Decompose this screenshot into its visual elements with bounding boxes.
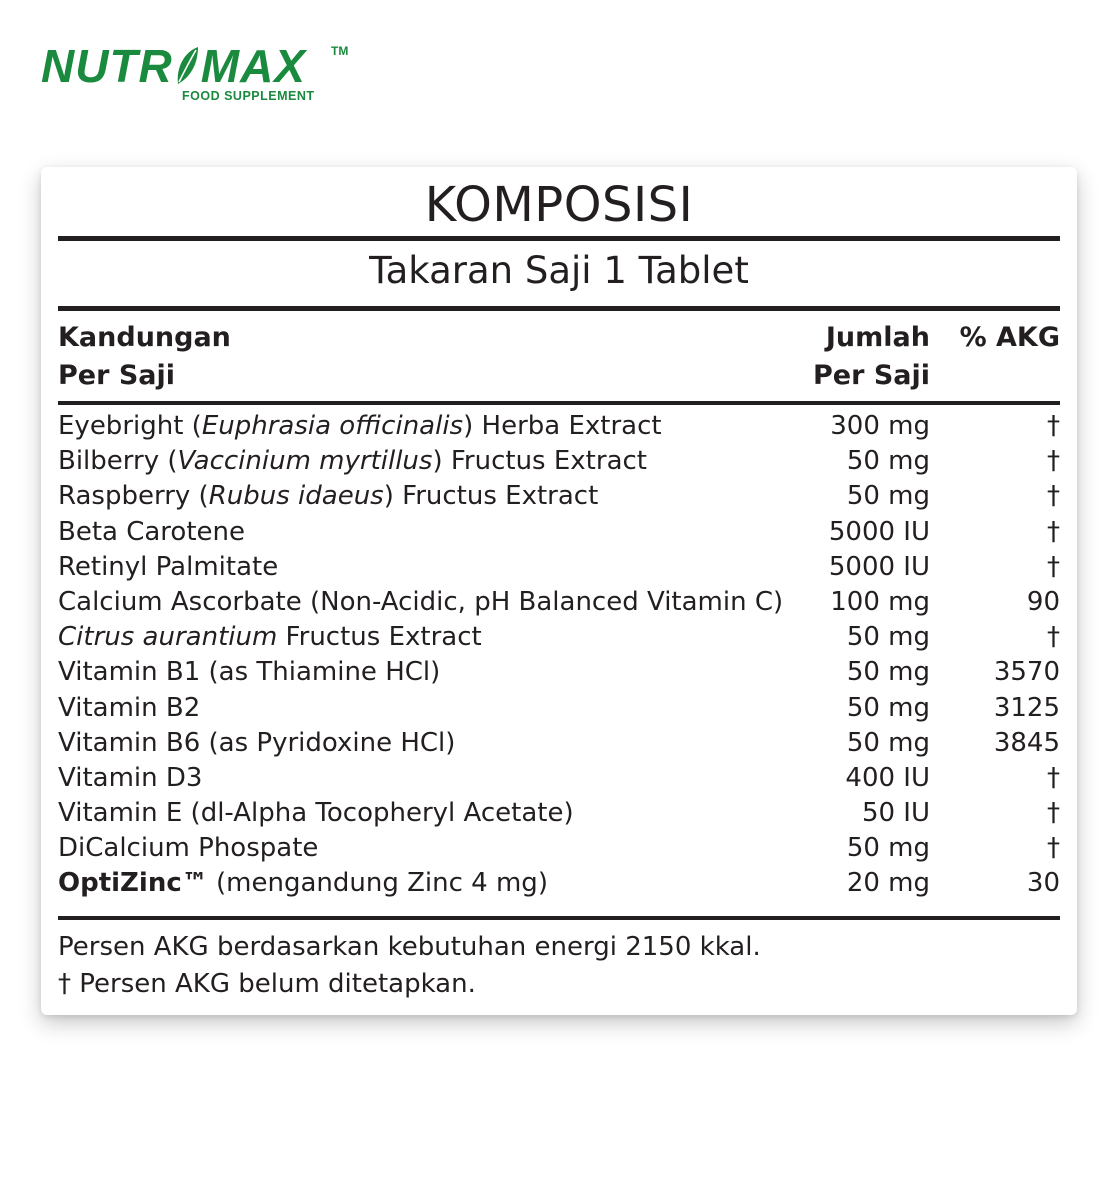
leaf-icon [174, 46, 200, 86]
ingredient-row [58, 479, 1060, 514]
brand-logo [41, 40, 361, 110]
ingredient-name: Vitamin B1 (as Thiamine HCl) [58, 657, 441, 688]
ingredient-name: Vitamin B6 (as Pyridoxine HCl) [58, 727, 456, 758]
ingredient-akg: † [1047, 481, 1060, 512]
ingredient-row [58, 550, 1060, 585]
ingredient-name: Eyebright (Euphrasia officinalis) Herba Extract [58, 411, 662, 441]
ingredient-amount: 50 mg [846, 727, 930, 758]
ingredient-row [58, 620, 1060, 655]
ingredient-row [58, 409, 1060, 444]
header-content: Kandungan Per Saji [58, 322, 231, 391]
ingredient-row [58, 655, 1060, 690]
ingredient-list [58, 409, 1060, 902]
ingredient-row [58, 866, 1060, 901]
ingredient-name: Retinyl Palmitate [58, 551, 279, 582]
ingredient-name: Raspberry (Rubus idaeus) Fructus Extract [58, 481, 599, 512]
header-amount: Jumlah Per Saji [813, 322, 930, 391]
ingredient-amount: 50 mg [846, 833, 930, 864]
ingredient-akg: 30 [1026, 868, 1060, 899]
ingredient-amount: 50 IU [861, 798, 930, 829]
brand-name-end: MAX [200, 40, 306, 92]
ingredient-name: Vitamin B2 [58, 692, 201, 723]
ingredient-name: Bilberry (Vaccinium myrtillus) Fructus Extract [58, 446, 647, 477]
footnote-dagger: † Persen AKG belum ditetapkan. [58, 969, 476, 999]
ingredient-row [58, 831, 1060, 866]
ingredient-akg: † [1047, 762, 1060, 793]
divider-header [58, 401, 1060, 405]
ingredient-name: OptiZinc™ (mengandung Zinc 4 mg) [58, 868, 548, 899]
ingredient-amount: 50 mg [846, 657, 930, 688]
trademark-mark: TM [331, 44, 349, 58]
ingredient-row [58, 515, 1060, 550]
ingredient-row [58, 585, 1060, 620]
header-akg: % AKG [959, 322, 1060, 353]
composition-panel [41, 167, 1077, 1015]
divider-footer [58, 916, 1060, 920]
ingredient-name: DiCalcium Phospate [58, 833, 319, 864]
ingredient-row [58, 796, 1060, 831]
serving-size: Takaran Saji 1 Tablet [369, 249, 749, 292]
ingredient-akg: 3125 [993, 692, 1060, 723]
ingredient-akg: 3845 [993, 727, 1060, 758]
ingredient-amount: 5000 IU [828, 516, 930, 547]
ingredient-akg: † [1047, 411, 1060, 441]
ingredient-akg: † [1047, 798, 1060, 829]
brand-name-start: NUTR [41, 40, 173, 92]
ingredient-amount: 20 mg [846, 868, 930, 899]
ingredient-amount: 50 mg [846, 692, 930, 723]
ingredient-row [58, 726, 1060, 761]
ingredient-akg: 90 [1026, 586, 1060, 617]
ingredient-name: Vitamin E (dl-Alpha Tocopheryl Acetate) [58, 798, 574, 829]
ingredient-row [58, 761, 1060, 796]
ingredient-name: Beta Carotene [58, 516, 246, 547]
brand-wordmark [41, 40, 306, 92]
ingredient-akg: † [1047, 516, 1060, 547]
brand-tagline: FOOD SUPPLEMENT [182, 89, 315, 103]
ingredient-name: Vitamin D3 [58, 762, 203, 793]
ingredient-amount: 300 mg [830, 411, 930, 441]
ingredient-akg: † [1047, 622, 1060, 653]
ingredient-akg: † [1047, 446, 1060, 477]
ingredient-akg: † [1047, 833, 1060, 864]
ingredient-amount: 400 IU [845, 762, 930, 793]
ingredient-row [58, 444, 1060, 479]
ingredient-amount: 50 mg [846, 622, 930, 653]
panel-title: KOMPOSISI [424, 177, 694, 233]
footnote-energy: Persen AKG berdasarkan kebutuhan energi 2150 kkal. [58, 932, 761, 962]
ingredient-amount: 100 mg [830, 586, 930, 617]
ingredient-amount: 50 mg [846, 481, 930, 512]
ingredient-akg: † [1047, 551, 1060, 582]
ingredient-name: Calcium Ascorbate (Non-Acidic, pH Balanced Vitamin C) [58, 586, 784, 617]
ingredient-amount: 5000 IU [828, 551, 930, 582]
ingredient-name: Citrus aurantium Fructus Extract [58, 622, 482, 653]
ingredient-amount: 50 mg [846, 446, 930, 477]
footnotes [58, 929, 761, 1003]
divider-thick [58, 236, 1060, 241]
ingredient-akg: 3570 [993, 657, 1060, 688]
divider-thick [58, 306, 1060, 311]
ingredient-row [58, 691, 1060, 726]
